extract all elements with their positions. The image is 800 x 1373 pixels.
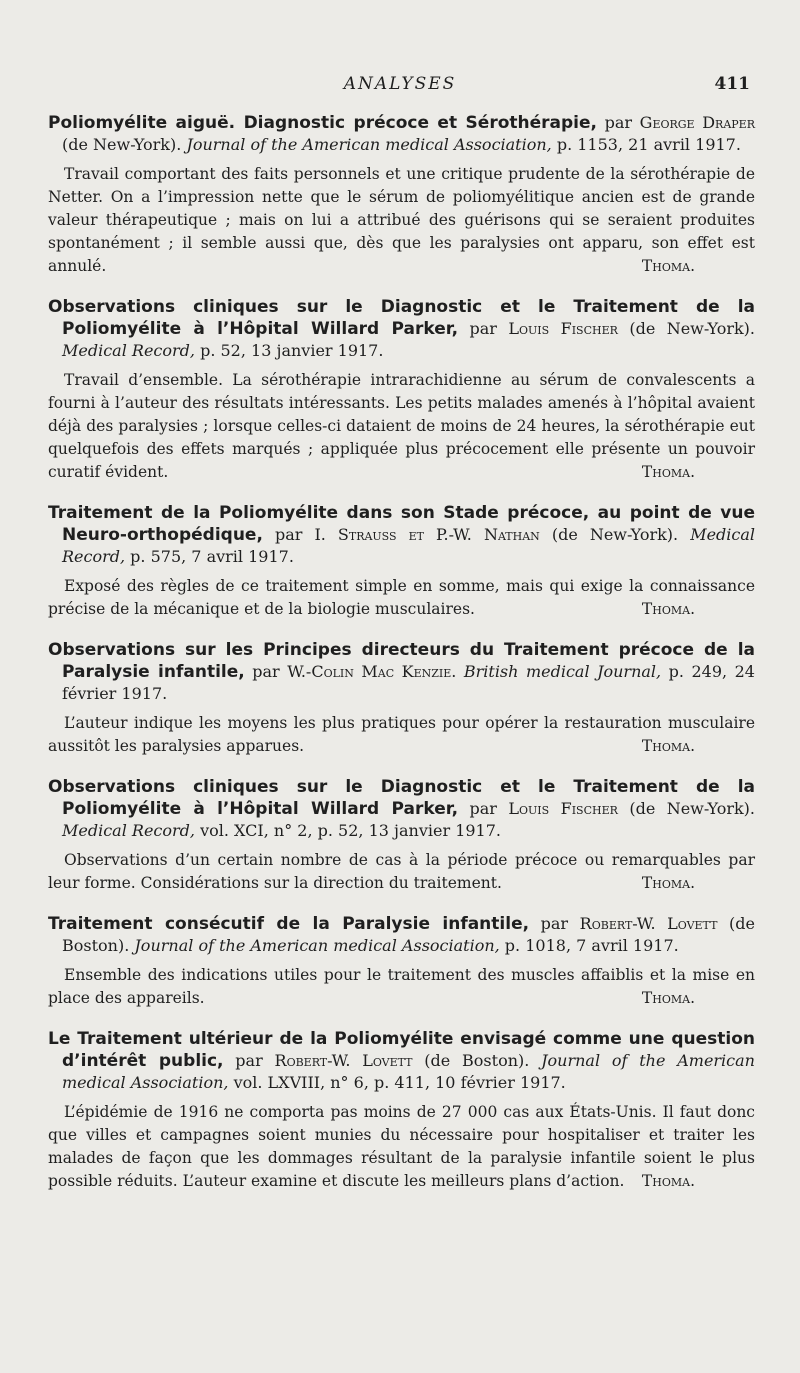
- article-author: I. Strauss et P.-W. Nathan: [314, 525, 540, 544]
- article-entry: [48, 1028, 755, 1193]
- reviewer-signature: Thoma.: [641, 463, 695, 481]
- article-entry: [48, 776, 755, 895]
- article-summary: [48, 575, 755, 621]
- article-entry: [48, 913, 755, 1010]
- article-reference: [48, 1028, 755, 1093]
- par-text: par: [223, 1051, 275, 1070]
- summary-text: Ensemble des indications utiles pour le traitement des muscles affaiblis et la mise en place des appareils.: [48, 966, 755, 1007]
- article-title: Traitement consécutif de la Paralysie infantile,: [48, 914, 530, 934]
- citation-details: vol. LXVIII, n° 6, p. 411, 10 février 1917.: [228, 1073, 566, 1092]
- par-text: par: [244, 662, 288, 681]
- reviewer-signature: Thoma.: [641, 989, 695, 1007]
- summary-text: Observations d’un certain nombre de cas à la période précoce ou remarquables par leur forme. Considérations sur la direction du traitement.: [48, 851, 755, 892]
- summary-text: Travail d’ensemble. La sérothérapie intrarachidienne au sérum de convalescents a fourni à l’auteur des résultats intéressants. Les petits malades amenés à l’hôpital avaient déjà des paralysies ; lorsque celles-ci dataient de moins de 24 heures, la sérothérapie eut quelquefois des effets marqués ; appliquée plus précocement elle présente un pouvoir curatif évident.: [48, 371, 755, 481]
- author-location: (de New-York).: [539, 525, 691, 544]
- author-location: (de Boston).: [62, 914, 755, 955]
- par-text: par: [596, 113, 640, 132]
- article-reference: [48, 502, 755, 567]
- article-summary: [48, 369, 755, 484]
- article-reference: [48, 776, 755, 841]
- article-title: Le Traitement ultérieur de la Poliomyélite envisagé comme une question d’intérêt public,: [48, 1029, 755, 1071]
- article-summary: [48, 712, 755, 758]
- citation-details: p. 249, 24 février 1917.: [62, 662, 755, 703]
- par-text: par: [262, 525, 315, 544]
- article-summary: [48, 1101, 755, 1193]
- article-author: George Draper: [639, 113, 755, 132]
- article-entry: [48, 112, 755, 278]
- reviewer-signature: Thoma.: [641, 874, 695, 892]
- summary-text: Exposé des règles de ce traitement simple en somme, mais qui exige la connaissance précise de la mécanique et de la biologie musculaires.: [48, 577, 755, 618]
- article-entry: [48, 639, 755, 758]
- running-title: ANALYSES: [343, 74, 457, 94]
- par-text: par: [458, 319, 509, 338]
- summary-text: L’auteur indique les moyens les plus pratiques pour opérer la restauration musculaire aussitôt les paralysies apparues.: [48, 714, 755, 755]
- citation-details: p. 575, 7 avril 1917.: [125, 547, 294, 566]
- article-reference: [48, 112, 755, 155]
- par-text: par: [458, 799, 509, 818]
- article-entry: [48, 296, 755, 484]
- summary-text: L’épidémie de 1916 ne comporta pas moins de 27 000 cas aux États-Unis. Il faut donc que villes et campagnes soient munies du nécessaire pour hospitaliser et traiter les malades de façon que les dommages résultant de la paralysie infantile soient le plus possible réduits. L’auteur examine et discute les meilleurs plans d’action.: [48, 1103, 755, 1190]
- author-location: (de New-York).: [617, 799, 756, 818]
- analyses-list: [48, 112, 755, 1211]
- summary-text: Travail comportant des faits personnels et une critique prudente de la sérothérapie de Netter. On a l’impression nette que le sérum de poliomyélitique ancien est de grande valeur thérapeutique ; mais on lui a attribué des guérisons qui se seraient produites spontanément ; il semble aussi que, dès que les paralysies ont apparu, son effet est annulé.: [48, 165, 755, 275]
- article-summary: [48, 163, 755, 278]
- article-author: W.-Colin Mac Kenzie.: [287, 662, 457, 681]
- journal-name: Journal of the American medical Association,: [186, 135, 552, 154]
- article-reference: [48, 913, 755, 956]
- article-reference: [48, 639, 755, 704]
- article-title: Observations sur les Principes directeurs du Traitement précoce de la Paralysie infantile,: [48, 640, 755, 682]
- reviewer-signature: Thoma.: [641, 600, 695, 618]
- article-title: Traitement de la Poliomyélite dans son Stade précoce, au point de vue Neuro-orthopédique,: [48, 503, 755, 545]
- article-entry: [48, 502, 755, 621]
- article-author: Robert-W. Lovett: [579, 914, 718, 933]
- article-title: Observations cliniques sur le Diagnostic et le Traitement de la Poliomyélite à l’Hôpital Willard Parker,: [48, 777, 755, 819]
- citation-details: p. 52, 13 janvier 1917.: [195, 341, 384, 360]
- reviewer-signature: Thoma.: [641, 257, 695, 275]
- author-location: (de Boston).: [412, 1051, 542, 1070]
- article-title: Poliomyélite aiguë. Diagnostic précoce et Sérothérapie,: [48, 113, 597, 133]
- journal-name: Medical Record,: [62, 821, 195, 840]
- article-author: Louis Fischer: [508, 799, 618, 818]
- citation-details: p. 1018, 7 avril 1917.: [499, 936, 679, 955]
- article-author: Louis Fischer: [508, 319, 618, 338]
- author-location: [456, 662, 464, 681]
- journal-name: Journal of the American medical Association,: [134, 936, 500, 955]
- journal-name: Medical Record,: [62, 525, 756, 566]
- page-number: 411: [714, 74, 750, 94]
- page-header: [0, 72, 800, 102]
- article-reference: [48, 296, 755, 361]
- reviewer-signature: Thoma.: [641, 737, 695, 755]
- citation-details: p. 1153, 21 avril 1917.: [551, 135, 741, 154]
- journal-name: Medical Record,: [62, 341, 195, 360]
- journal-name: British medical Journal,: [463, 662, 662, 681]
- article-summary: [48, 964, 755, 1010]
- article-summary: [48, 849, 755, 895]
- author-location: (de New-York).: [62, 135, 187, 154]
- article-title: Observations cliniques sur le Diagnostic et le Traitement de la Poliomyélite à l’Hôpital Willard Parker,: [48, 297, 755, 339]
- par-text: par: [529, 914, 580, 933]
- journal-name: Journal of the American medical Association,: [62, 1051, 755, 1092]
- author-location: (de New-York).: [617, 319, 756, 338]
- reviewer-signature: Thoma.: [641, 1172, 695, 1190]
- citation-details: vol. XCI, n° 2, p. 52, 13 janvier 1917.: [195, 821, 501, 840]
- article-author: Robert-W. Lovett: [274, 1051, 413, 1070]
